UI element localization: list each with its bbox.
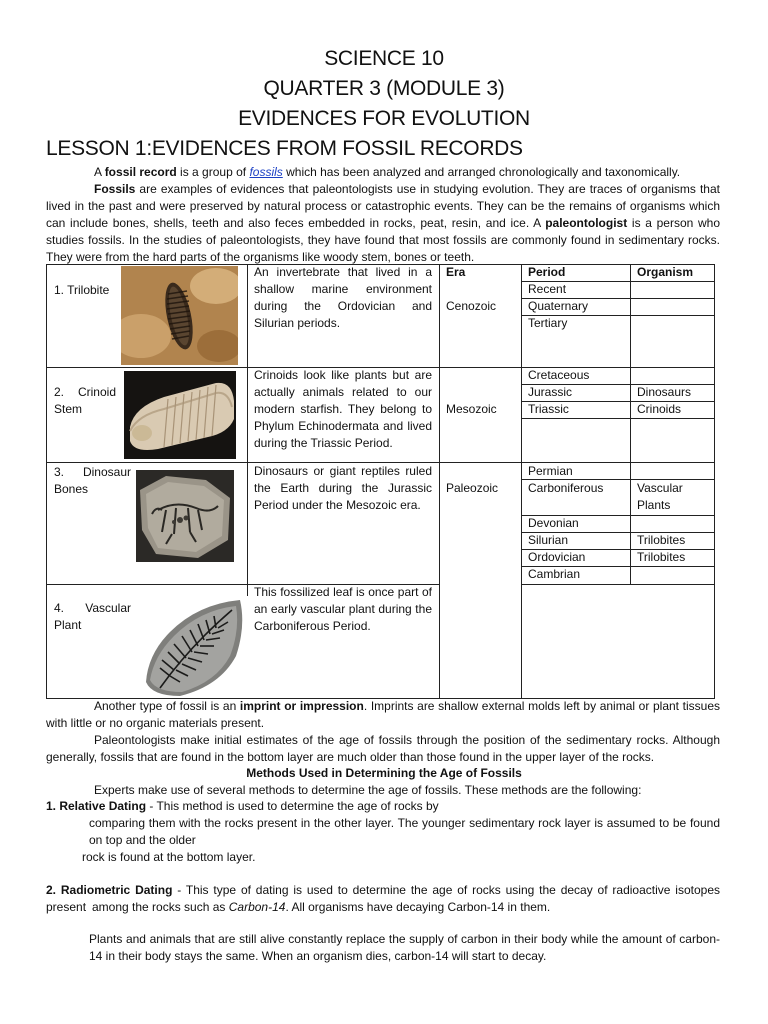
- subject-title: SCIENCE 10: [324, 47, 444, 70]
- period-cretaceous: Cretaceous: [528, 368, 590, 382]
- period-quaternary: Quaternary: [528, 299, 589, 313]
- text: are examples of evidences that paleontologists use in studying evolution. They are traces of organisms that lived in the past and were preserved by natural process or catastrophic events. They can be the remains of organisms which can include bones, shells, teeth and also feces embedded in rocks, peat, resin, and ice. A: [46, 182, 720, 230]
- text: - This type of dating is used to determine the age of rocks using the decay of radioactive isotopes present: [46, 883, 721, 914]
- fossil-label-dinosaur: 3. Dinosaur Bones: [54, 465, 131, 496]
- text: A: [94, 165, 105, 179]
- header-organism: Organism: [637, 265, 694, 279]
- period-triassic: Triassic: [528, 402, 569, 416]
- period-ordovician: Ordovician: [528, 550, 586, 564]
- text: is a person who studies fossils. In the studies of paleontologists, they have found that most fossils are commonly found in sedimentary rocks. They were from the hard parts of the organisms like woody stem, bones or teeth.: [46, 216, 720, 264]
- fossil-desc-trilobite: An invertebrate that lived in a shallow marine environment during the Ordovician and Silurian periods.: [254, 265, 432, 330]
- text: . Imprints are shallow external molds left by animal or plant tissues with little or no organic materials present.: [46, 699, 720, 730]
- lesson-title: LESSON 1:EVIDENCES FROM FOSSIL RECORDS: [46, 137, 523, 160]
- fossil-desc-dinosaur: Dinosaurs or giant reptiles ruled the Earth during the Jurassic Period under the Mesozoic era.: [254, 464, 432, 512]
- text: which has been analyzed and arranged chronologically and taxonomically.: [282, 165, 681, 179]
- methods-intro: Experts make use of several methods to determine the age of fossils. These methods are the following:: [94, 783, 642, 797]
- carbon-decay-paragraph: Plants and animals that are still alive constantly replace the supply of carbon in their body while the amount of carbon-14 in their body stays the same. When an organism dies, carbon-14 will start to decay.: [89, 932, 720, 963]
- fossil-desc-vascular-plant: This fossilized leaf is once part of an early vascular plant during the Carboniferous Period.: [254, 585, 432, 633]
- term-relative-dating: 1. Relative Dating: [46, 799, 147, 813]
- term-imprint: imprint or impression: [239, 699, 364, 713]
- header-period: Period: [528, 265, 566, 279]
- intro-paragraph-1: [46, 164, 720, 181]
- period-permian: Permian: [528, 464, 573, 478]
- organism-trilobites-ordovician: Trilobites: [637, 550, 686, 564]
- period-tertiary: Tertiary: [528, 316, 568, 330]
- term-radiometric-dating: 2. Radiometric Dating: [46, 883, 173, 897]
- fossil-label-vascular-plant: 4. Vascular Plant: [54, 601, 131, 632]
- text: among the rocks such as: [92, 900, 229, 914]
- era-cenozoic: Cenozoic: [446, 299, 497, 313]
- topic-title: EVIDENCES FOR EVOLUTION: [238, 107, 530, 130]
- organism-trilobites-silurian: Trilobites: [637, 533, 686, 547]
- intro-paragraph-2: [46, 181, 720, 266]
- relative-dating-desc: comparing them with the rocks present in the other layer. The younger sedimentary rock layer is assumed to be found on top and the older: [89, 816, 720, 847]
- term-carbon-14: Carbon-14: [228, 900, 286, 914]
- period-devonian: Devonian: [528, 516, 579, 530]
- text: - This method is used to determine the age of rocks by: [146, 799, 439, 813]
- organism-dinosaurs: Dinosaurs: [637, 385, 692, 399]
- organism-vascular-plants: Vascular Plants: [637, 481, 683, 512]
- period-recent: Recent: [528, 282, 567, 296]
- term-fossil-record: fossil record: [104, 165, 177, 179]
- period-carboniferous: Carboniferous: [528, 481, 604, 495]
- quarter-title: QUARTER 3 (MODULE 3): [263, 77, 505, 100]
- estimate-paragraph: Paleontologists make initial estimates of the age of fossils through the position of the sedimentary rocks. Although generally, fossils that are found in the bottom layer are much older than those found in the upper layer of the rocks.: [46, 733, 720, 764]
- period-jurassic: Jurassic: [528, 385, 573, 399]
- term-paleontologist: paleontologist: [545, 216, 628, 230]
- imprint-paragraph: [46, 698, 720, 732]
- period-silurian: Silurian: [528, 533, 569, 547]
- fern-fossil-photo: [140, 596, 248, 698]
- fossil-label-crinoid: 2. Crinoid Stem: [54, 385, 116, 416]
- fossil-desc-crinoid: Crinoids look like plants but are actually animals related to our modern starfish. They belong to Phylum Echinodermata and lived during the Triassic Period.: [254, 368, 432, 450]
- organism-crinoids: Crinoids: [637, 402, 682, 416]
- relative-dating-desc-end: rock is found at the bottom layer.: [82, 850, 256, 864]
- radiometric-dating-desc: [92, 899, 720, 916]
- fossil-label-trilobite: 1. Trilobite: [54, 283, 110, 297]
- fossil-table: [46, 264, 715, 699]
- term-fossils: Fossils: [94, 182, 136, 196]
- era-paleozoic: Paleozoic: [446, 481, 499, 495]
- period-cambrian: Cambrian: [528, 567, 581, 581]
- header-era: Era: [446, 265, 466, 279]
- crinoid-stem-photo: [124, 371, 236, 459]
- relative-dating-line: [46, 798, 720, 815]
- text: Another type of fossil is an: [94, 699, 240, 713]
- text: . All organisms have decaying Carbon-14 in them.: [285, 900, 551, 914]
- methods-heading: Methods Used in Determining the Age of Fossils: [246, 766, 522, 780]
- text: is a group of: [176, 165, 250, 179]
- dinosaur-bones-photo: [136, 470, 234, 562]
- era-mesozoic: Mesozoic: [446, 402, 497, 416]
- fossils-link[interactable]: fossils: [249, 165, 283, 179]
- trilobite-photo: [121, 266, 238, 365]
